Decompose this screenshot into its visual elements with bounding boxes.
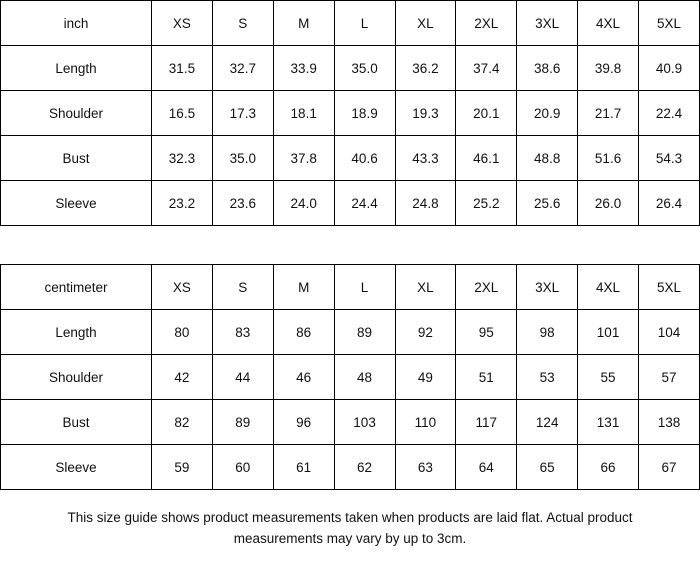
cell-value: 53 (517, 355, 578, 400)
cell-value: 63 (395, 445, 456, 490)
cell-value: 51 (456, 355, 517, 400)
cell-value: 37.4 (456, 46, 517, 91)
cell-value: 25.6 (517, 181, 578, 226)
cell-value: 16.5 (152, 91, 213, 136)
cell-value: 18.1 (273, 91, 334, 136)
cell-value: 43.3 (395, 136, 456, 181)
row-label-length: Length (1, 46, 152, 91)
cell-value: 57 (639, 355, 700, 400)
cell-value: 48.8 (517, 136, 578, 181)
footnote-line-2: measurements may vary by up to 3cm. (233, 530, 467, 546)
column-header-s: S (212, 265, 273, 310)
column-header-xs: XS (152, 1, 213, 46)
cell-value: 22.4 (639, 91, 700, 136)
cell-value: 26.4 (639, 181, 700, 226)
footnote-line-1: This size guide shows product measurements taken when products are laid flat. Actual product (67, 510, 633, 525)
cell-value: 37.8 (273, 136, 334, 181)
cell-value: 92 (395, 310, 456, 355)
table-header-row (1, 1, 700, 46)
column-header-2xl: 2XL (456, 265, 517, 310)
cell-value: 35.0 (212, 136, 273, 181)
row-label-bust: Bust (1, 136, 152, 181)
cell-value: 117 (456, 400, 517, 445)
cell-value: 82 (152, 400, 213, 445)
row-label-shoulder: Shoulder (1, 355, 152, 400)
column-header-m: M (273, 1, 334, 46)
column-header-4xl: 4XL (578, 265, 639, 310)
table-header-row (1, 265, 700, 310)
cell-value: 96 (273, 400, 334, 445)
row-label-sleeve: Sleeve (1, 181, 152, 226)
cell-value: 24.4 (334, 181, 395, 226)
cell-value: 54.3 (639, 136, 700, 181)
unit-label-centimeter: centimeter (1, 265, 152, 310)
row-label-length: Length (1, 310, 152, 355)
table-divider (0, 226, 700, 264)
row-label-shoulder: Shoulder (1, 91, 152, 136)
cell-value: 80 (152, 310, 213, 355)
cell-value: 24.8 (395, 181, 456, 226)
column-header-xl: XL (395, 1, 456, 46)
cell-value: 138 (639, 400, 700, 445)
cell-value: 95 (456, 310, 517, 355)
cell-value: 20.1 (456, 91, 517, 136)
table-row (1, 46, 700, 91)
column-header-5xl: 5XL (639, 1, 700, 46)
cell-value: 21.7 (578, 91, 639, 136)
cell-value: 62 (334, 445, 395, 490)
column-header-5xl: 5XL (639, 265, 700, 310)
cell-value: 59 (152, 445, 213, 490)
cell-value: 55 (578, 355, 639, 400)
cell-value: 49 (395, 355, 456, 400)
cell-value: 42 (152, 355, 213, 400)
cell-value: 48 (334, 355, 395, 400)
table-row (1, 91, 700, 136)
cell-value: 25.2 (456, 181, 517, 226)
cell-value: 61 (273, 445, 334, 490)
column-header-l: L (334, 265, 395, 310)
cell-value: 24.0 (273, 181, 334, 226)
cell-value: 83 (212, 310, 273, 355)
cell-value: 44 (212, 355, 273, 400)
cell-value: 32.3 (152, 136, 213, 181)
cell-value: 60 (212, 445, 273, 490)
cell-value: 89 (334, 310, 395, 355)
cell-value: 20.9 (517, 91, 578, 136)
column-header-m: M (273, 265, 334, 310)
cell-value: 86 (273, 310, 334, 355)
row-label-bust: Bust (1, 400, 152, 445)
cell-value: 89 (212, 400, 273, 445)
cell-value: 98 (517, 310, 578, 355)
cell-value: 17.3 (212, 91, 273, 136)
unit-label-inch: inch (1, 1, 152, 46)
row-label-sleeve: Sleeve (1, 445, 152, 490)
cell-value: 36.2 (395, 46, 456, 91)
cell-value: 51.6 (578, 136, 639, 181)
size-table-centimeter (0, 264, 700, 490)
table-row (1, 355, 700, 400)
cell-value: 104 (639, 310, 700, 355)
column-header-s: S (212, 1, 273, 46)
column-header-2xl: 2XL (456, 1, 517, 46)
column-header-xl: XL (395, 265, 456, 310)
cell-value: 65 (517, 445, 578, 490)
column-header-4xl: 4XL (578, 1, 639, 46)
cell-value: 40.9 (639, 46, 700, 91)
cell-value: 31.5 (152, 46, 213, 91)
cell-value: 19.3 (395, 91, 456, 136)
cell-value: 40.6 (334, 136, 395, 181)
cell-value: 26.0 (578, 181, 639, 226)
column-header-3xl: 3XL (517, 265, 578, 310)
column-header-3xl: 3XL (517, 1, 578, 46)
cell-value: 46.1 (456, 136, 517, 181)
cell-value: 18.9 (334, 91, 395, 136)
table-row (1, 400, 700, 445)
cell-value: 46 (273, 355, 334, 400)
cell-value: 66 (578, 445, 639, 490)
cell-value: 101 (578, 310, 639, 355)
size-table-inch (0, 0, 700, 226)
cell-value: 131 (578, 400, 639, 445)
cell-value: 23.6 (212, 181, 273, 226)
cell-value: 33.9 (273, 46, 334, 91)
cell-value: 23.2 (152, 181, 213, 226)
size-guide-footnote (0, 490, 700, 550)
cell-value: 39.8 (578, 46, 639, 91)
cell-value: 67 (639, 445, 700, 490)
table-row (1, 445, 700, 490)
table-row (1, 181, 700, 226)
cell-value: 110 (395, 400, 456, 445)
column-header-l: L (334, 1, 395, 46)
column-header-xs: XS (152, 265, 213, 310)
table-row (1, 136, 700, 181)
cell-value: 124 (517, 400, 578, 445)
cell-value: 35.0 (334, 46, 395, 91)
cell-value: 103 (334, 400, 395, 445)
cell-value: 38.6 (517, 46, 578, 91)
cell-value: 64 (456, 445, 517, 490)
table-row (1, 310, 700, 355)
cell-value: 32.7 (212, 46, 273, 91)
